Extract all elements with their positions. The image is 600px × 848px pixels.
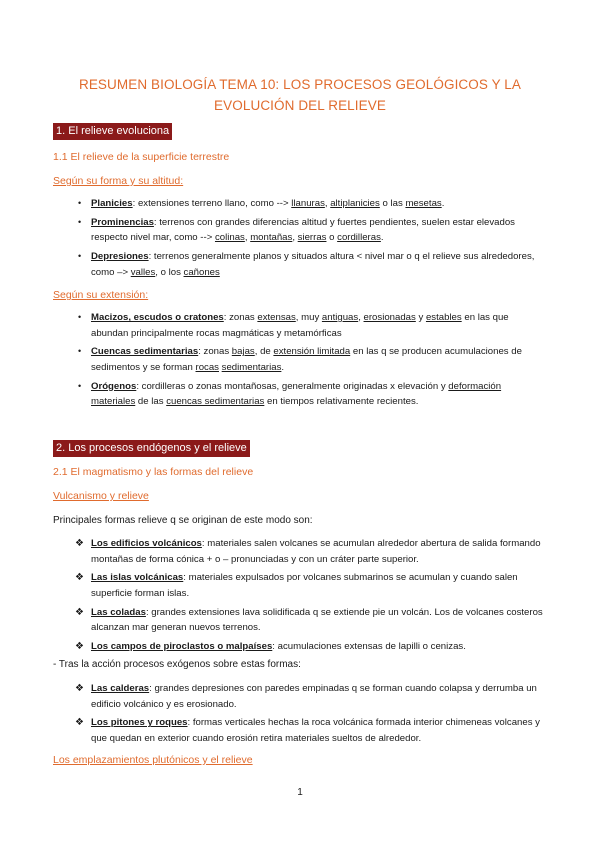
item-text: extensión limitada: [273, 346, 351, 358]
item-text: ,: [292, 232, 298, 244]
item-text: colinas: [214, 232, 245, 244]
term-label: Prominencias: [91, 216, 154, 228]
item-text: cañones: [183, 266, 220, 278]
item-text: .: [441, 198, 445, 209]
formas-exogenas-list: [53, 681, 543, 750]
item-text: : acumulaciones extensas de lapilli o cenizas.: [272, 640, 466, 652]
item-text: : extensiones terreno llano, como -->: [132, 198, 292, 209]
bullet-icon: •: [78, 198, 82, 208]
item-text: : materiales expulsados por volcanes submarinos se acumulan y cuando salen superficie forman islas.: [91, 572, 518, 599]
document-title: RESUMEN BIOLOGÍA TEMA 10: LOS PROCESOS GEOLÓGICOS Y LA EVOLUCIÓN DEL RELIEVE: [78, 77, 522, 113]
forma-altitud-list: [53, 196, 543, 283]
term-label: Los edificios volcánicos: [91, 538, 202, 549]
item-text: estables: [425, 312, 462, 323]
item-text: en las q se producen acumulaciones de sedimentos y se forman: [91, 346, 522, 373]
list-item: [53, 379, 543, 410]
item-text: en las que abundan principalmente rocas magmáticas y metamórficas: [91, 312, 509, 339]
page-number: 1: [297, 787, 303, 798]
term-label: Depresiones: [91, 251, 149, 263]
diamond-bullet-icon: ❖: [75, 572, 84, 584]
list-item: [53, 215, 543, 246]
term-label: Los campos de piroclastos o malpaíses: [91, 640, 273, 652]
item-text: : grandes depresiones con paredes empinadas q se forman cuando colapsa y derrumba un edificio volcánico y es erosionado.: [91, 683, 537, 710]
item-text: extensas: [257, 312, 296, 323]
subsection-1-1-title: 1.1 El relieve de la superficie terrestre: [53, 151, 230, 163]
list-item: [53, 344, 543, 375]
intro-paragraph: Principales formas relieve q se originan de este modo son:: [53, 515, 313, 526]
vulcanismo-label: Vulcanismo y relieve: [53, 490, 149, 502]
extension-list: [53, 310, 543, 413]
item-text: .: [281, 361, 285, 373]
list-item: [53, 605, 543, 636]
formas-volcanicas-list: [53, 536, 543, 658]
item-text: ,: [324, 198, 331, 209]
item-text: .: [380, 232, 384, 244]
term-label: Los pitones y roques: [91, 717, 188, 729]
item-text: de las: [135, 396, 167, 408]
bullet-icon: •: [78, 312, 82, 322]
list-item: [53, 249, 543, 280]
list-item: [53, 536, 543, 567]
diamond-bullet-icon: ❖: [75, 683, 84, 694]
group-forma-altitud-label: Según su forma y su altitud:: [53, 175, 184, 187]
term-label: Cuencas sedimentarias: [91, 346, 199, 358]
item-text: en tiempos relativamente recientes.: [264, 396, 419, 408]
diamond-bullet-icon: ❖: [75, 717, 84, 729]
term-label: Macizos, escudos o cratones: [91, 312, 224, 323]
list-item: [53, 681, 543, 712]
item-text: sierras: [297, 232, 327, 244]
emplazamientos-plutonicos-label: Los emplazamientos plutónicos y el relieve: [53, 754, 253, 766]
item-text: : formas verticales hechas la roca volcánica formada interior chimeneas volcanes y que quedan en exterior cuando erosión retira materiales sueltos de alrededor.: [91, 717, 540, 744]
term-label: Las coladas: [91, 606, 146, 618]
bullet-icon: •: [78, 380, 82, 391]
item-text: : materiales salen volcanes se acumulan alrededor abertura de salida formando montañas de forma cónica + o – pronunciadas y con un cráter parte superior.: [91, 538, 541, 565]
section-1-heading: 1. El relieve evoluciona: [53, 123, 172, 140]
item-text: llanuras: [291, 198, 325, 209]
item-text: , de: [254, 346, 274, 358]
item-text: y: [415, 312, 426, 323]
item-text: cordilleras: [337, 232, 381, 244]
bullet-icon: •: [78, 216, 82, 227]
subsection-2-1-title: 2.1 El magmatismo y las formas del relieve: [53, 466, 254, 478]
item-text: bajas: [231, 346, 255, 358]
item-text: erosionadas: [363, 312, 416, 323]
item-text: , muy: [295, 312, 322, 323]
item-text: cuencas sedimentarias: [166, 396, 265, 408]
list-item: [53, 196, 543, 212]
diamond-bullet-icon: ❖: [75, 640, 84, 652]
item-text: antiguas: [321, 312, 359, 323]
bullet-icon: •: [78, 346, 82, 357]
section-2-heading: 2. Los procesos endógenos y el relieve: [53, 440, 250, 457]
item-text: deformación materiales: [91, 380, 502, 408]
item-text: o las: [379, 198, 406, 209]
diamond-bullet-icon: ❖: [75, 606, 84, 618]
term-label: Planicies: [91, 198, 133, 209]
term-label: Orógenos: [91, 380, 137, 392]
item-text: : grandes extensiones lava solidificada q se extiende pie un volcán. Los de volcanes costeros alcanzan mar generan nuevos terrenos.: [91, 606, 543, 634]
item-text: ,: [358, 312, 364, 323]
list-item: [53, 639, 543, 655]
list-item: [53, 715, 543, 746]
item-text: , o los: [155, 266, 184, 278]
item-text: mesetas: [405, 198, 442, 209]
item-text: o: [326, 232, 338, 244]
item-text: valles: [130, 266, 156, 278]
term-label: Las islas volcánicas: [91, 572, 184, 584]
term-label: Las calderas: [91, 683, 150, 694]
item-text: montañas: [250, 232, 293, 244]
list-item: [53, 310, 543, 341]
item-text: altiplanicies: [330, 198, 380, 209]
item-text: ,: [244, 232, 251, 244]
procesos-exogenos-paragraph: - Tras la acción procesos exógenos sobre estas formas:: [53, 659, 301, 670]
item-text: : terrenos generalmente planos y situados altura < nivel mar o q el relieve sus alrededores, como –>: [91, 251, 535, 278]
item-text: : terrenos con grandes diferencias altitud y fuertes pendientes, suelen estar elevados respecto nivel mar, como -->: [91, 216, 515, 244]
item-text: rocas: [195, 361, 219, 373]
list-item: [53, 570, 543, 601]
group-extension-label: Según su extensión:: [53, 289, 149, 301]
item-text: sedimentarias: [221, 361, 282, 373]
item-text: : zonas: [198, 346, 232, 358]
bullet-icon: •: [78, 251, 82, 262]
item-text: : cordilleras o zonas montañosas, generalmente originadas x elevación y: [136, 380, 449, 392]
diamond-bullet-icon: ❖: [75, 538, 84, 549]
item-text: : zonas: [223, 312, 258, 323]
